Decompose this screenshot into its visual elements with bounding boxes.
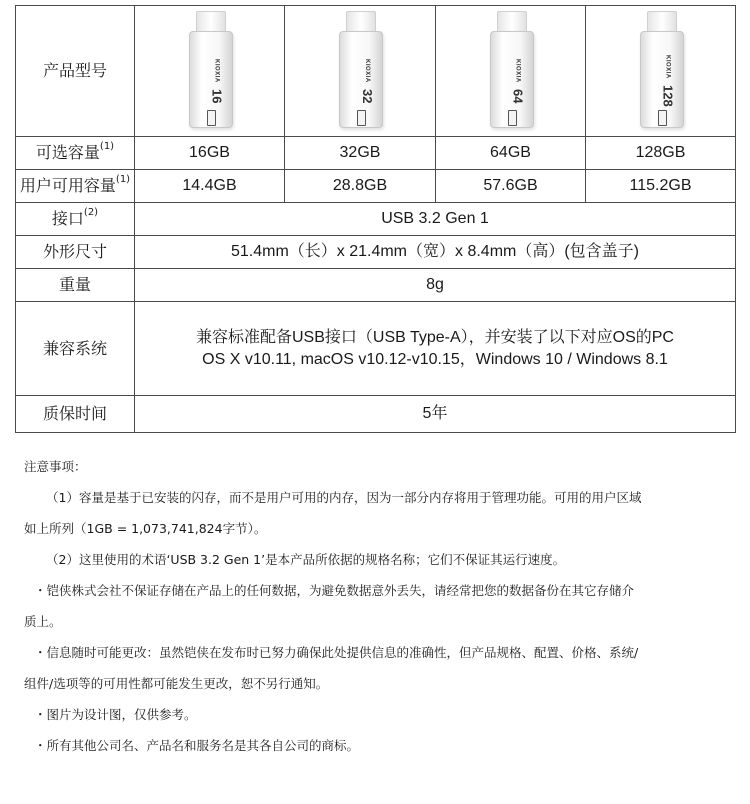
usb-drive-icon [636,11,686,127]
user-capacity-footnote-mark: (1) [115,174,131,185]
bullet-2-line-1: ・信息随时可能更改：虽然铠侠在发布时已努力确保此处提供信息的准确性，但产品规格、配置、价格、系统/ [34,645,639,660]
size-row [16,236,736,269]
product-image-16gb [135,6,285,137]
interface-label-cell [16,203,135,236]
capacity-label-cell [16,137,135,170]
user-capacity-label: 用户可用容量 [19,176,116,195]
capacity-value: 32GB [285,137,436,170]
usb-slot-icon [508,110,517,126]
usb-brand-logo: KIOXIA [213,58,220,83]
usb-capacity-mark: 16 [209,88,225,104]
product-image-128gb [586,6,736,137]
weight-row [16,269,736,302]
bullet-1-line-1: ・铠侠株式会社不保证存储在产品上的任何数据，为避免数据意外丢失，请经常把您的数据备份在其它存储介 [34,583,635,598]
capacity-value: 16GB [135,137,285,170]
weight-label: 重量 [16,269,135,302]
usb-slot-icon [658,110,667,126]
model-row [16,6,736,137]
model-label: 产品型号 [16,6,135,137]
weight-value: 8g [135,269,736,302]
size-label: 外形尺寸 [16,236,135,269]
warranty-row [16,396,736,433]
interface-row [16,203,736,236]
user-capacity-value: 115.2GB [586,170,736,203]
usb-drive-icon [335,11,385,127]
compat-value [135,302,736,396]
capacity-label: 可选容量 [35,143,100,162]
size-value: 51.4mm（长）x 21.4mm（宽）x 8.4mm（高）(包含盖子) [135,236,736,269]
usb-capacity-mark: 128 [660,85,676,107]
product-image-64gb [436,6,586,137]
warranty-label: 质保时间 [16,396,135,433]
bullet-4: ・所有其他公司名、产品名和服务名是其各自公司的商标。 [34,738,360,753]
usb-drive-icon [185,11,235,127]
usb-slot-icon [207,110,216,126]
compat-label: 兼容系统 [16,302,135,396]
note-2: （2）这里使用的术语‘USB 3.2 Gen 1’是本产品所依据的规格名称；它们不保证其运行速度。 [46,552,566,567]
warranty-value: 5年 [135,396,736,433]
interface-value: USB 3.2 Gen 1 [135,203,736,236]
user-capacity-value: 14.4GB [135,170,285,203]
bullet-2-line-2: 组件/选项等的可用性都可能发生更改，恕不另行通知。 [24,676,329,691]
capacity-footnote-mark: (1) [99,141,115,152]
compat-row [16,302,736,396]
compat-line-1: 兼容标准配备USB接口（USB Type-A），并安装了以下对应OS的PC [196,328,674,346]
user-capacity-value: 57.6GB [436,170,586,203]
note-1-line-1: （1）容量是基于已安装的闪存，而不是用户可用的内存，因为一部分内存将用于管理功能。可用的用户区域 [46,490,642,505]
capacity-value: 128GB [586,137,736,170]
usb-brand-logo: KIOXIA [364,58,370,83]
interface-footnote-mark: (2) [83,207,99,218]
bullet-1-line-2: 质上。 [24,614,62,629]
usb-slot-icon [357,110,366,126]
interface-label: 接口 [51,209,84,228]
note-1-line-2: 如上所列（1GB = 1,073,741,824字节）。 [24,521,267,536]
notes-section [24,451,724,761]
usb-brand-logo: KIOXIA [514,58,521,83]
usb-drive-icon [486,11,536,127]
user-capacity-label-cell [16,170,135,203]
bullet-3: ・图片为设计图，仅供参考。 [34,707,197,722]
product-image-32gb [285,6,436,137]
capacity-row [16,137,736,170]
usb-capacity-mark: 64 [510,88,526,104]
compat-line-2: OS X v10.11, macOS v10.12-v10.15，Windows 10 / Windows 8.1 [202,350,668,368]
spec-table [15,5,736,433]
user-capacity-value: 28.8GB [285,170,436,203]
notes-title: 注意事项： [24,459,87,474]
usb-brand-logo: KIOXIA [664,55,671,79]
user-capacity-row [16,170,736,203]
usb-capacity-mark: 32 [360,88,375,104]
capacity-value: 64GB [436,137,586,170]
